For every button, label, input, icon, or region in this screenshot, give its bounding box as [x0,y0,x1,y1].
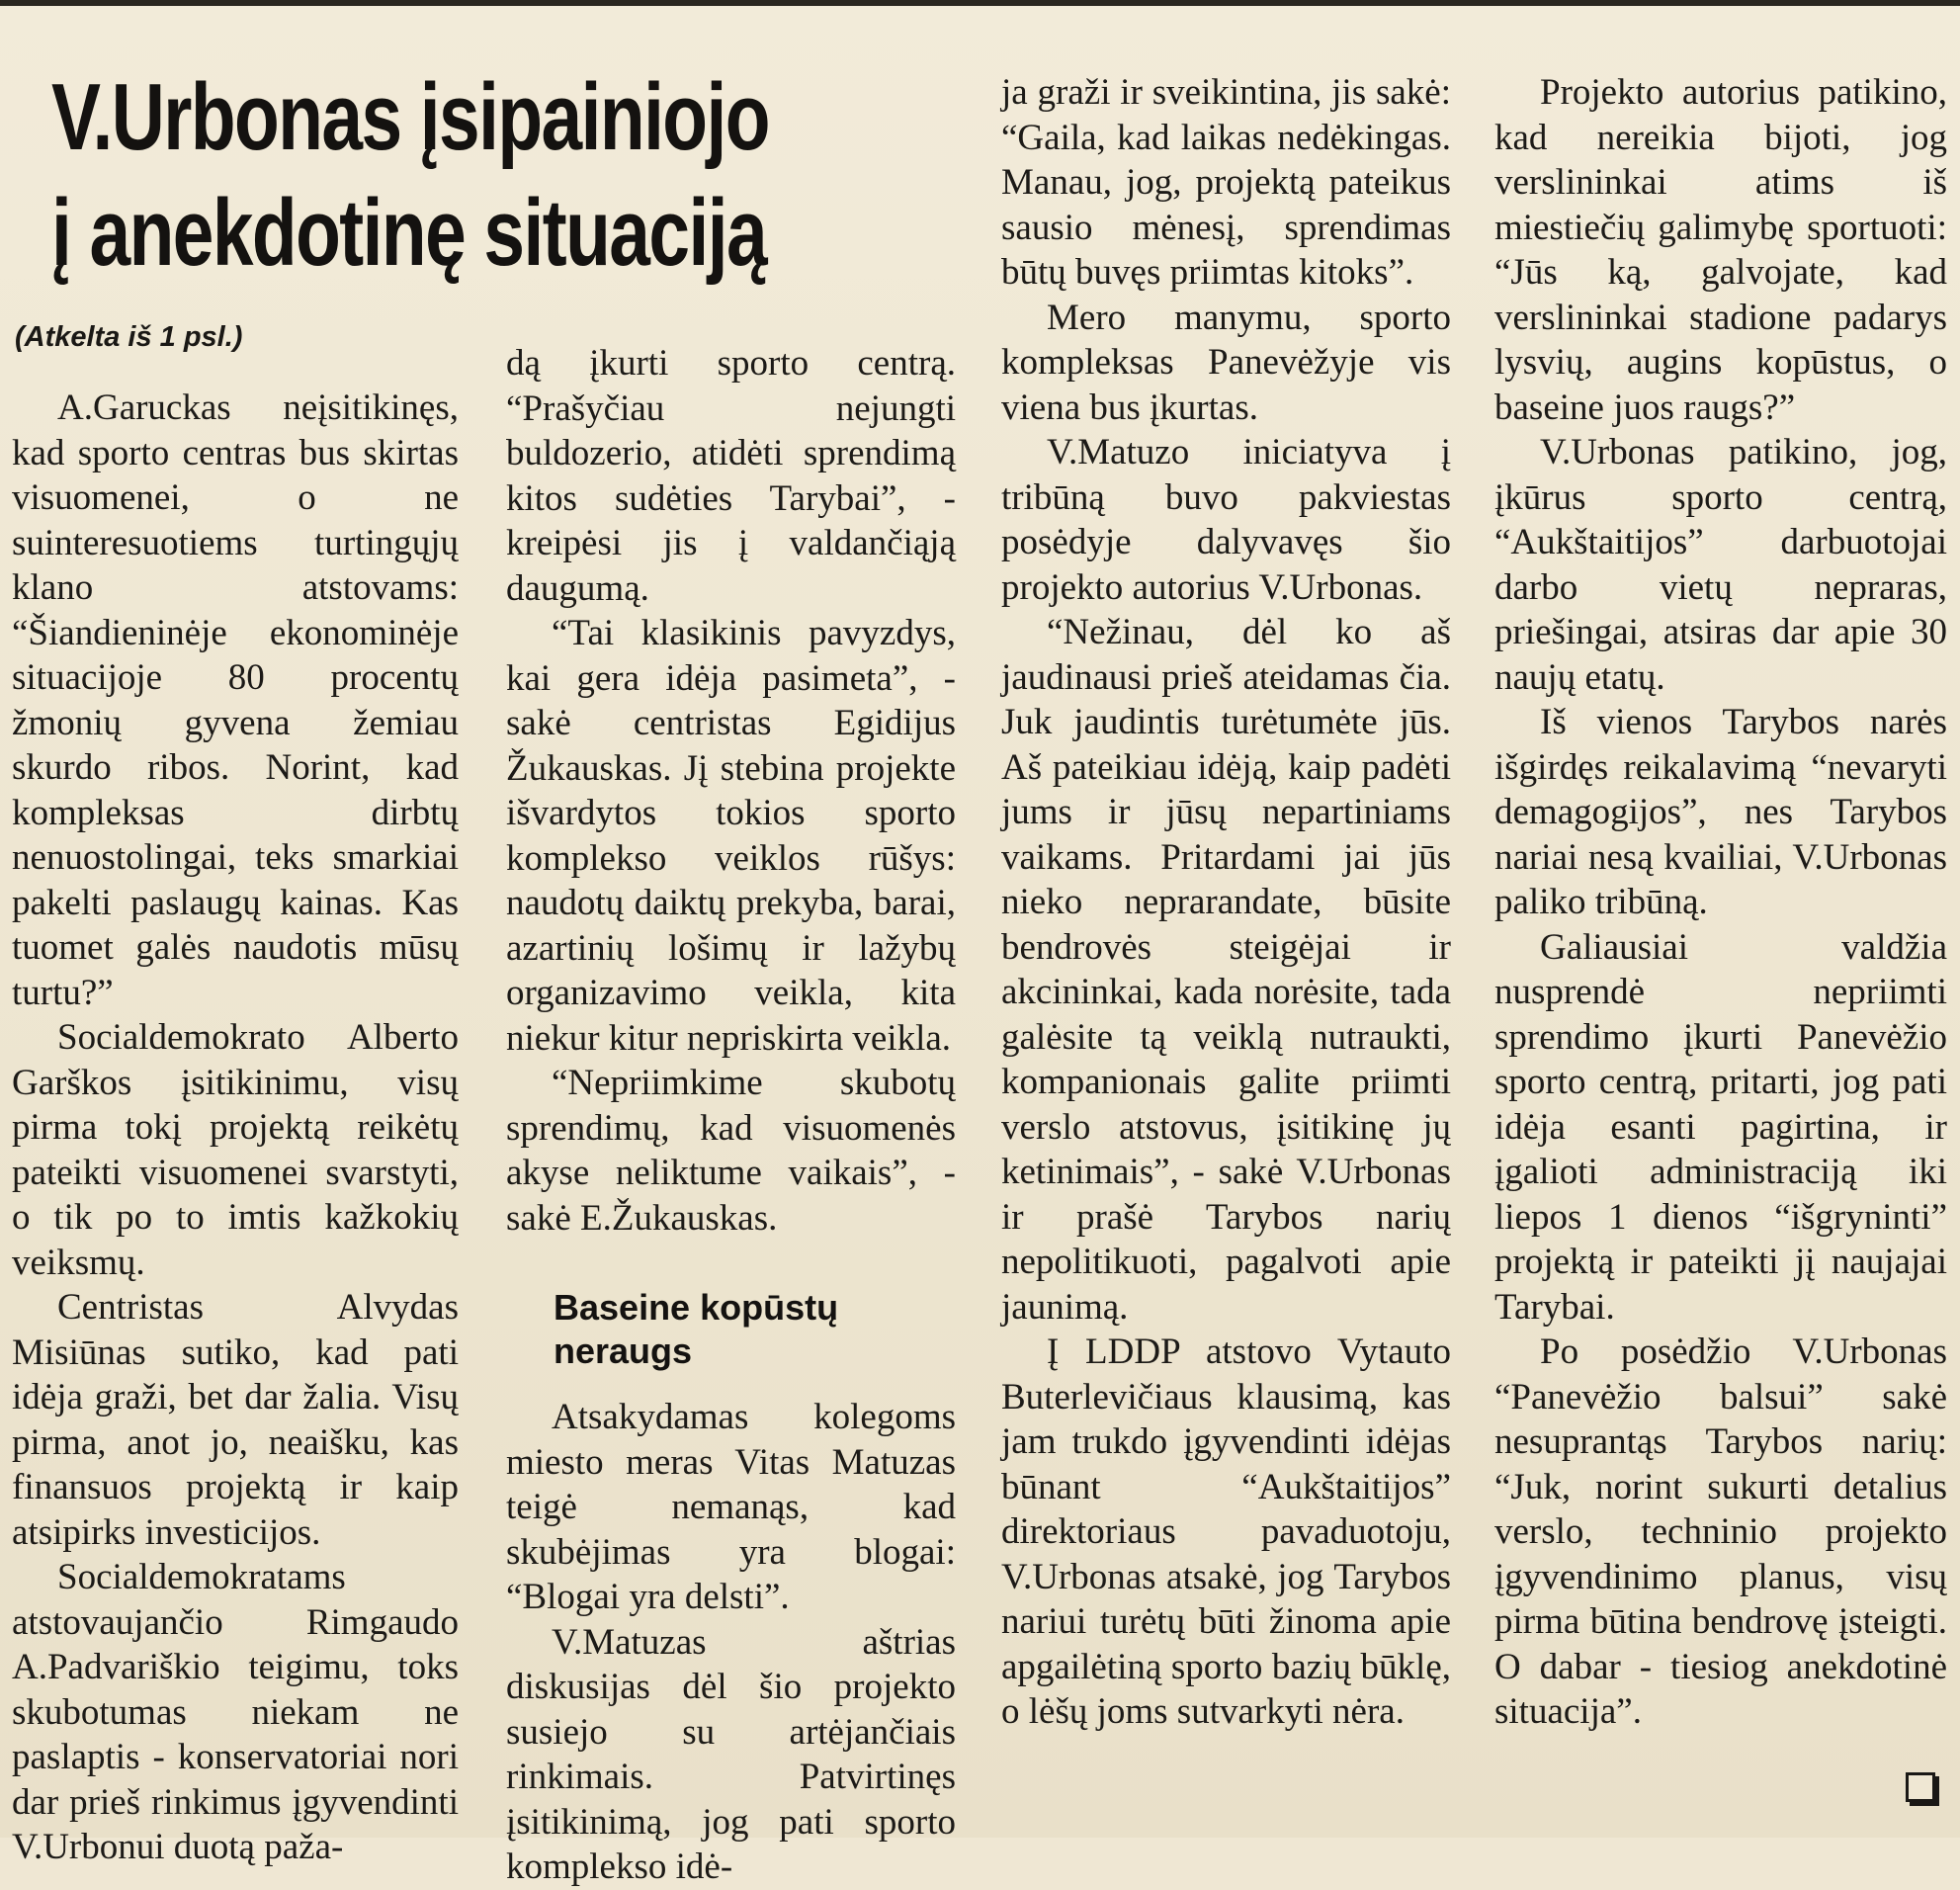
article-headline [51,59,776,291]
column-3 [1001,70,1451,1735]
paragraph: Po posėdžio V.Urbonas “Panevėžio balsui” sakė nesuprantąs Tarybos narių: “Juk, norint sukurti detalius verslo, techninio projekto įgyvendinimo planus, visų pirma būtina bendrovę įsteigti. O dabar - tiesiog anekdotinė situacija”. [1494,1332,1947,1732]
paragraph: Atsakydamas kolegoms miesto meras Vitas Matuzas teigė nemanąs, kad skubėjimas yra blogai: “Blogai yra delsti”. [506,1397,956,1617]
paragraph: V.Matuzas aštrias diskusijas dėl šio projekto susiejo su artėjančiais rinkimais. Patvirtinęs įsitikinimą, jog pati sporto komplekso idė- [506,1621,956,1887]
paragraph: “Nepriimkime skubotų sprendimų, kad visuomenės akyse neliktume vaikais”, - sakė E.Žukauskas. [506,1063,956,1239]
paragraph: A.Garuckas neįsitikinęs, kad sporto centras bus skirtas visuomenei, o ne suinteresuotiems turtingųjų klano atstovams: “Šiandieninėje ekonominėje situacijoje 80 procentų žmonių gyvena žemiau skurdo ribos. Norint, kad kompleksas dirbtų nenuostolingai, teks smarkiai pakelti paslaugų kainas. Kas tuomet galės naudotis mūsų turtu?” [12,387,459,1013]
paragraph: Socialdemokratams atstovaujančio Rimgaudo A.Padvariškio teigimu, toks skubotumas niekam ne paslaptis - konservatoriai nori dar prieš rinkimus įgyvendinti V.Urbonui duotą paža- [12,1557,459,1867]
paragraph: V.Matuzo iniciatyva į tribūną buvo pakviestas posėdyje dalyvavęs šio projekto autorius V.Urbonas. [1001,432,1451,608]
paragraph: “Nežinau, dėl ko aš jaudinausi prieš ateidamas čia. Juk jaudintis turėtumėte jūs. Aš pateikiau idėją, kaip padėti jums ir jūsų nepartiniams vaikams. Pritardami jai jūs nieko neprarandate, būsite bendrovės steigėjai ir akcininkai, kada norėsite, tada galėsite tą veiklą nutraukti, kompanionais galite priimti verslo atstovus, įsitikinę jų ketinimais”, - sakė V.Urbonas ir prašė Tarybos narių nepolitikuoti, pagalvoti apie jaunimą. [1001,612,1451,1328]
paragraph: Projekto autorius patikino, kad nereikia bijoti, jog verslininkai atims iš miestiečių galimybę sportuoti: “Jūs ką, galvojate, kad verslininkai stadione padarys lysvių, augins kopūstus, o baseine juos raugs?” [1494,72,1947,428]
headline-line-1: V.Urbonas įsipainiojo [51,64,769,170]
headline-line-2: į anekdotinę situaciją [51,180,767,286]
paragraph: Centristas Alvydas Misiūnas sutiko, kad pati idėja graži, bet dar žalia. Visų pirma, anot jo, neaišku, kas finansuos projektą ir kaip atsipirks investicijos. [12,1287,459,1553]
paragraph: Iš vienos Tarybos narės išgirdęs reikalavimą “nevaryti demagogijos”, nes Tarybos nariai nesą kvailiai, V.Urbonas paliko tribūną. [1494,702,1947,922]
paragraph: “Tai klasikinis pavyzdys, kai gera idėja pasimeta”, - sakė centristas Egidijus Žukauskas. Jį stebina projekte išvardytos tokios sporto komplekso veiklos rūšys: naudotų daiktų prekyba, barai, azartinių lošimų ir lažybų organizavimo veikla, kita niekur kitur nepriskirta veikla. [506,613,956,1059]
paragraph: ja graži ir sveikintina, jis sakė: “Gaila, kad laikas nedėkingas. Manau, jog, projektą pateikus sausio mėnesį, sprendimas būtų buvęs priimtas kitoks”. [1001,72,1451,293]
column-1 [12,386,459,1870]
paragraph: Į LDDP atstovo Vytauto Buterlevičiaus klausimą, kas jam trukdo įgyvendinti idėjas būnant “Aukštaitijos” direktoriaus pavaduotoju, V.Urbonas atsakė, jog Tarybos nariui turėtų būti žinoma apie apgailėtiną sporto bazių būklę, o lėšų joms sutvarkyti nėra. [1001,1332,1451,1732]
column-2 [506,341,956,1890]
paragraph: Socialdemokrato Alberto Garškos įsitikinimu, visų pirma tokį projektą reikėtų pateikti visuomenei svarstyti, o tik po to imtis kažkokių veiksmų. [12,1017,459,1283]
end-of-article-mark [1906,1772,1935,1802]
paragraph: V.Urbonas patikino, jog, įkūrus sporto centrą, “Aukštaitijos” darbuotojai darbo vietų nepraras, priešingai, atsiras dar apie 30 naujų etatų. [1494,432,1947,698]
column-4 [1494,70,1947,1735]
paragraph: Galiausiai valdžia nusprendė nepriimti sprendimo įkurti Panevėžio sporto centrą, pritarti, jog pati idėja esanti pagirtina, ir įgalioti administraciją iki liepos 1 dienos “išgryninti” projektą ir pateikti jį naujajai Tarybai. [1494,926,1947,1328]
continued-from-note: (Atkelta iš 1 psl.) [15,321,243,353]
section-subheading: Baseine kopūstų neraugs [554,1287,839,1371]
paragraph: dą įkurti sporto centrą. “Prašyčiau nejungti buldozerio, atidėti sprendimą kitos sudėties Tarybai”, - kreipėsi jis į valdančiąją daugumą. [506,343,956,609]
paragraph: Mero manymu, sporto kompleksas Panevėžyje vis viena bus įkurtas. [1001,297,1451,428]
top-rule [0,0,1960,6]
